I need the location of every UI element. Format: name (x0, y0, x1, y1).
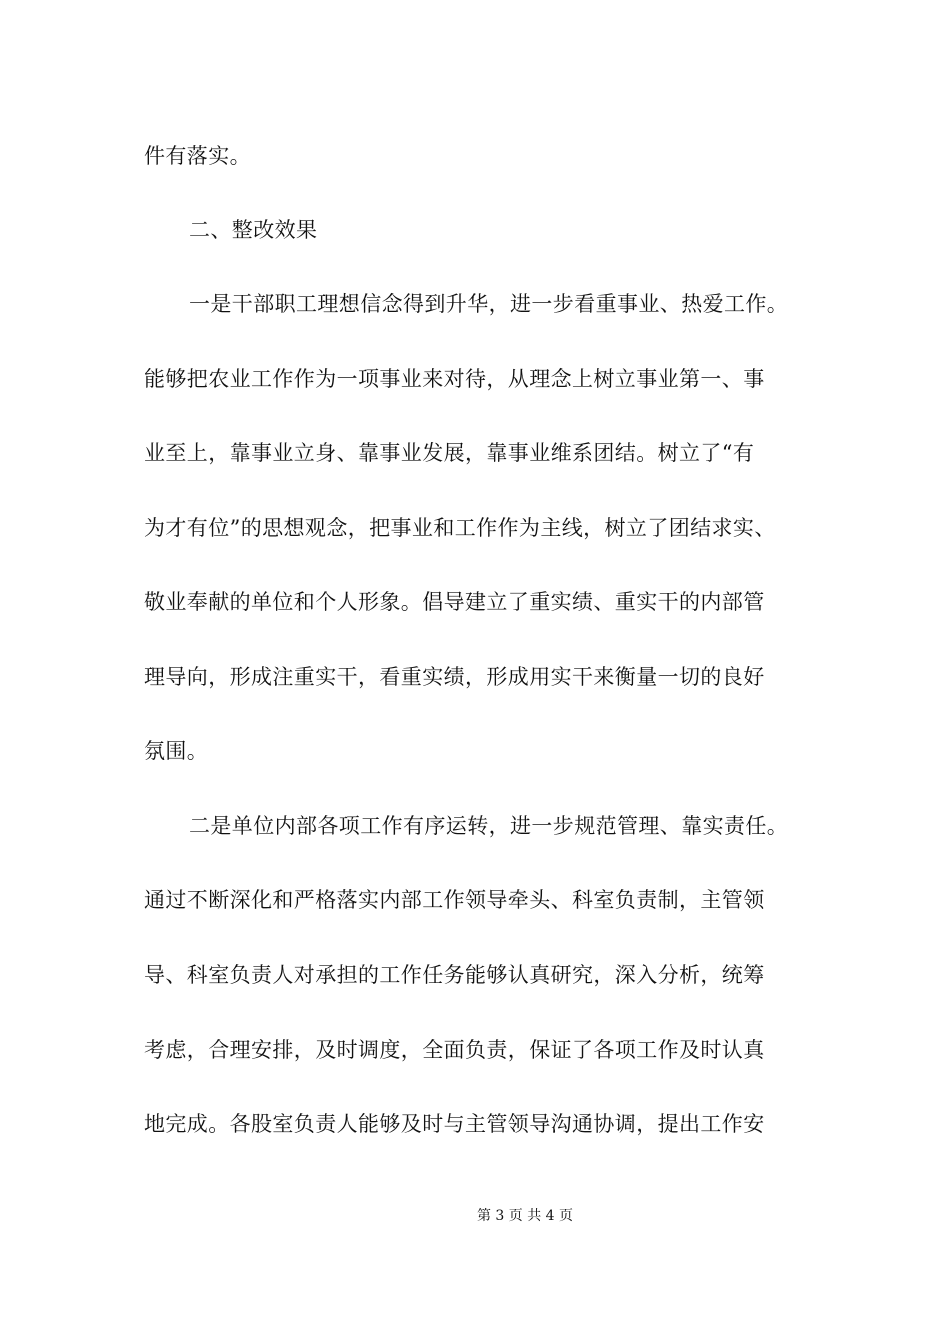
text-line-14: 地完成。各股室负责人能够及时与主管领导沟通协调，提出工作安 (144, 1112, 765, 1136)
text-line-4: 能够把农业工作作为一项事业来对待，从理念上树立事业第一、事 (144, 367, 765, 391)
text-line-13: 考虑，合理安排，及时调度，全面负责，保证了各项工作及时认真 (144, 1038, 765, 1062)
text-line-12: 导、科室负责人对承担的工作任务能够认真研究，深入分析，统筹 (144, 963, 765, 987)
text-line-8: 理导向，形成注重实干，看重实绩，形成用实干来衡量一切的良好 (144, 665, 765, 689)
text-line-7: 敬业奉献的单位和个人形象。倡导建立了重实绩、重实干的内部管 (144, 590, 765, 614)
section-heading: 二、整改效果 (189, 218, 318, 242)
text-line-11: 通过不断深化和严格落实内部工作领导牵头、科室负责制，主管领 (144, 888, 765, 912)
text-line-1: 件有落实。 (144, 144, 251, 168)
text-line-3: 一是干部职工理想信念得到升华，进一步看重事业、热爱工作。 (189, 292, 789, 316)
text-line-10: 二是单位内部各项工作有序运转，进一步规范管理、靠实责任。 (189, 814, 789, 838)
text-line-6: 为才有位”的思想观念，把事业和工作作为主线，树立了团结求实、 (144, 516, 776, 540)
text-line-5: 业至上，靠事业立身、靠事业发展，靠事业维系团结。树立了“有 (144, 441, 755, 465)
page-number-footer: 第 3 页 共 4 页 (476, 1208, 574, 1224)
text-line-9: 氛围。 (144, 739, 209, 763)
